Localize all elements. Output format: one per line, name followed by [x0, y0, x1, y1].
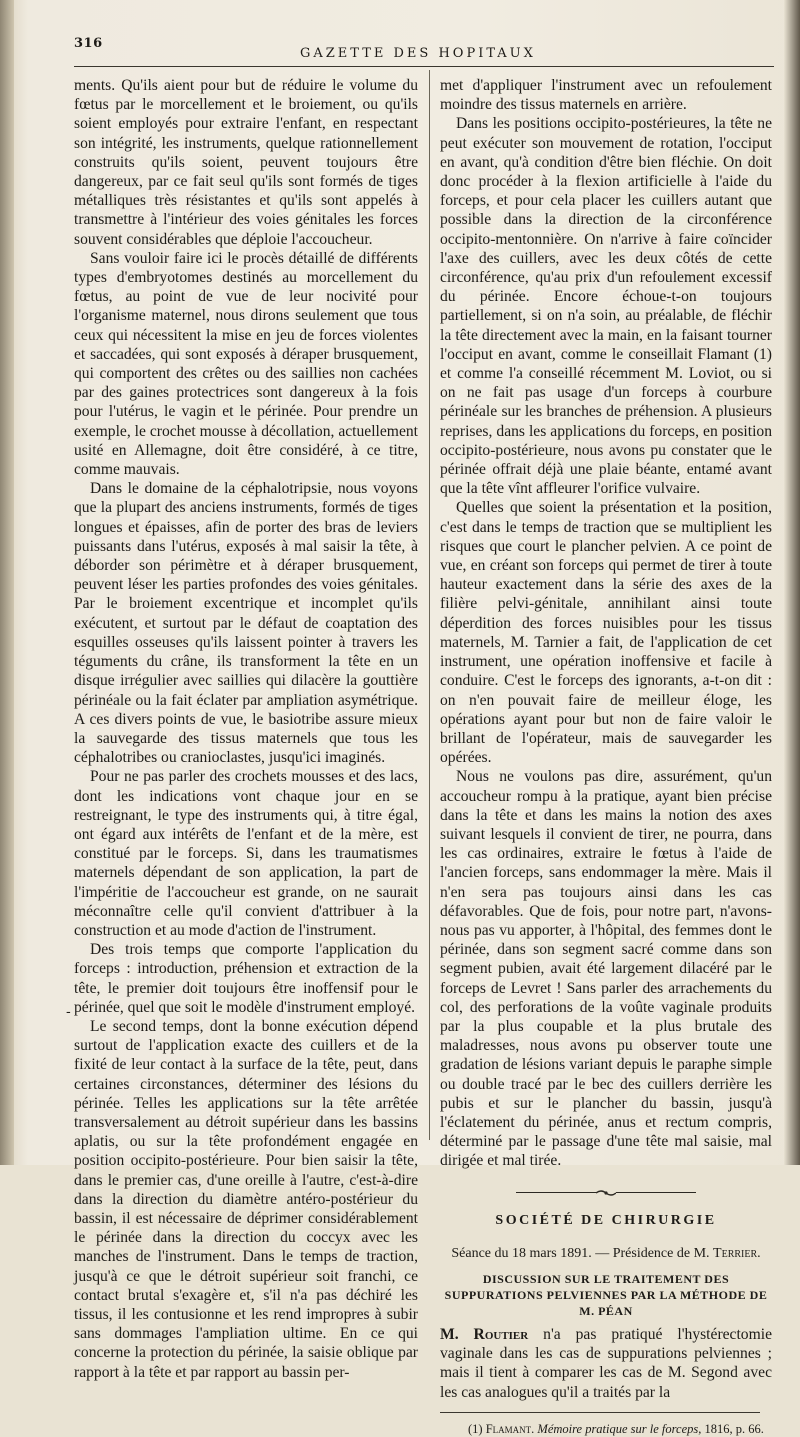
running-head: GAZETTE DES HOPITAUX	[300, 46, 536, 61]
left-column	[74, 76, 418, 1382]
page-binding-shadow	[0, 0, 14, 1165]
speaker-name: M. Routier	[440, 1325, 529, 1343]
section-title: SOCIÉTÉ DE CHIRURGIE	[495, 1212, 717, 1228]
paragraph: Sans vouloir faire ici le procès détaillé de différents types d'embryotomes destinés au morcellement du fœtus, au point de vue de leur nocivité pour l'organisme maternel, nous dirons seulement que tous ceux qui nécessitent la mise en jeu de forces violentes et saccadées, qui sont exposés à déraper brusquement, qui comportent des crêtes ou des saillies non cachées par des gaines protectrices sont dangereux à la fois pour l'utérus, le vagin et le périnée. Pour prendre un exemple, le crochet mousse à décollation, actuellement usité en Allemagne, doit être considéré, à ce titre, comme mauvais.	[74, 249, 418, 479]
margin-mark: -	[66, 1004, 71, 1020]
session-suffix: .	[757, 1245, 761, 1261]
paragraph: Des trois temps que comporte l'application du forceps : introduction, préhension et extraction de la tête, le premier doit toujours être inoffensif pour le périnée, quel que soit le modèle d'instrument employé.	[74, 941, 418, 1016]
header-rule	[74, 66, 774, 67]
footnote-sep: .	[531, 1421, 538, 1436]
paragraph: Nous ne voulons pas dire, assurément, qu'un accoucheur rompu à la pratique, ayant bien précise dans la tête et dans les mains la notion des axes suivant lesquels il convient de tirer, ne pourra, dans les cas ordinaires, extraire le fœtus à l'aide de l'ancien forceps, sans endommager la mère. Mais il n'en sera pas toujours ainsi dans les cas défavorables. Que de fois, pour notre part, n'avons-nous pas vu apporter, à l'hôpital, des femmes dont le périnée, dans son segment sacré comme dans son segment pubien, avait été largement dilacéré par le forceps de Levret ! Sans parler des arrachements du col, des perforations de la voûte vaginale produits par la plus coupable et la plus brutale des maladresses, nous avons pu observer toute une gradation de lésions variant depuis le paraphe simple ou double tracé par le bec des cuillers derrière les pubis et sur le plancher du bassin, jusqu'à l'éclatement du périnée, anus et rectum compris, déterminé par le passage d'une tête mal saisie, mal dirigée et mal tirée.	[440, 768, 772, 1170]
page-number: 316	[74, 36, 103, 51]
speaker-paragraph	[440, 1325, 772, 1402]
page-edge-shadow	[784, 0, 800, 1165]
section-ornament	[516, 1189, 696, 1197]
paragraph: Pour ne pas parler des crochets mousses et des lacs, dont les indications vont chaque jour en se restreignant, le type des instruments qui, à titre égal, ont égard aux intérêts de l'enfant et de la mère, est constitué par le forceps. Si, dans les traumatismes maternels dépendant de son application, la part de l'impéritie de l'accoucheur est grande, on ne saurait méconnaître celle qu'il convient d'attribuer à la construction et au mode d'action de l'instrument.	[74, 768, 418, 939]
paragraph: Dans le domaine de la céphalotripsie, nous voyons que la plupart des anciens instruments, formés de tiges longues et épaisses, afin de porter des bras de leviers puissants dans l'utérus, exposés à mal saisir la tête, à déborder son périmètre et à déraper brusquement, peuvent léser les parties profondes des voies génitales. Par le broiement excentrique et incomplet qu'ils exécutent, et surtout par le défaut de coaptation des esquilles osseuses qu'ils laissent pointer à travers les téguments du crâne, ils transforment la tête en un disque irrégulier avec saillies qui dilacère la gouttière périnéale ou la fait éclater par ampliation asymétrique. A ces divers points de vue, le basiotribe assure mieux la sauvegarde des tissus maternels que tous les céphalotribes ou cranioclastes, jusqu'ici imaginés.	[74, 480, 418, 767]
footnote-mark: (1)	[468, 1421, 486, 1436]
footnote-rest: , 1816, p. 66.	[698, 1421, 764, 1436]
footnote-title: Mémoire pratique sur le forceps	[537, 1421, 699, 1436]
paragraph: met d'appliquer l'instrument avec un refoulement moindre des tissus maternels en arrière.	[440, 77, 772, 114]
paragraph: ments. Qu'ils aient pour but de réduire le volume du fœtus par le morcellement et le broiement, ou qu'ils soient employés pour extraire l'enfant, en respectant son intégrité, les instruments, quelque rationnellement construits qu'ils soient, peuvent toujours être dangereux, par ce fait seul qu'ils sont formés de tiges métalliques très résistantes et qu'ils sont appelés à transmettre à l'intérieur des voies génitales les forces souvent considérables que déploie l'accoucheur.	[74, 77, 418, 248]
footnote	[440, 1421, 772, 1437]
speaker-text: n'a pas pratiqué l'hystérectomie vaginale dans les cas de suppurations pelviennes ; mais il tient à comparer les cas de M. Segond avec les cas analogues qu'il a traités par la	[440, 1325, 772, 1401]
paragraph: Le second temps, dont la bonne exécution dépend surtout de l'application exacte des cuillers et de la fixité de leur contact à la surface de la tête, peut, dans certaines circonstances, déterminer des lésions du périnée. Telles les applications sur la tête arrêtée transversalement au détroit supérieur dans les bassins aplatis, ou sur la tête profondément engagée en position occipito-postérieure. Pour bien saisir la tête, dans le premier cas, d'une oreille à l'autre, c'est-à-dire dans la direction du diamètre antéro-postérieur du bassin, il est nécessaire de déprimer considérablement le périnée dans la direction du coccyx avec les manches de l'instrument. Dans le temps de traction, jusqu'à ce que le détroit supérieur soit franchi, ce contact brutal s'exagère et, s'il n'a pas déchiré les tissus, il les contusionne et les rend impropres à subir sans dommages l'ampliation ultime. En ce qui concerne la protection du périnée, la saisie oblique par rapport à la tête et par rapport au bassin per-	[74, 1017, 418, 1381]
session-president: Terrier	[713, 1245, 758, 1261]
footnote-author: Flamant	[485, 1421, 532, 1436]
paragraph: Dans les positions occipito-postérieures, la tête ne peut exécuter son mouvement de rotation, l'occiput en avant, qu'à condition d'être bien fléchie. On doit donc procéder à la flexion artificielle à l'aide du forceps, et pour cela placer les cuillers autant que possible dans la direction de la circonférence occipito-mentonnière. On n'arrive à faire coïncider l'axe des cuillers, avec les deux côtés de cette circonférence, qu'au prix d'un refoulement excessif du périnée. Encore échoue-t-on toujours partiellement, si on n'a soin, au préalable, de fléchir la tête directement avec la main, en la faisant tourner l'occiput en avant, comme le conseillait Flamant (1) et comme l'a conseillé récemment M. Loviot, ou si on ne fait pas usage d'un forceps à courbure périnéale sur les branches de préhension. A plusieurs reprises, dans les applications du forceps, en position occipito-postérieure, nous avons pu constater que le périnée offrait déjà une plaie béante, entamé avant que la tête vînt affleurer l'orifice vulvaire.	[440, 115, 772, 498]
session-date: Séance du 18 mars 1891. — Présidence de M.	[451, 1245, 714, 1261]
right-column	[440, 76, 772, 1437]
session-line	[440, 1244, 772, 1263]
column-divider	[429, 70, 430, 1140]
paragraph: Quelles que soient la présentation et la position, c'est dans le temps de traction que se multiplient les risques que court le plancher pelvien. A ce point de vue, en créant son forceps qui permet de tirer à toute hauteur exactement dans la série des axes de la filière pelvi-génitale, annihilant ainsi toute déperdition des forces nuisibles pour les tissus maternels, M. Tarnier a fait, de l'application de cet instrument, une opération inoffensive et facile à conduire. C'est le forceps des ignorants, a-t-on dit : on n'en pouvait faire de meilleur éloge, les opérations ayant pour but non de faire valoir le brillant de l'opérateur, mais de sauvegarder les opérées.	[440, 499, 772, 767]
footnote-rule	[440, 1412, 760, 1413]
discussion-heading: DISCUSSION SUR LE TRAITEMENT DES SUPPURATIONS PELVIENNES PAR LA MÉTHODE DE M. PÉAN	[444, 1271, 768, 1318]
